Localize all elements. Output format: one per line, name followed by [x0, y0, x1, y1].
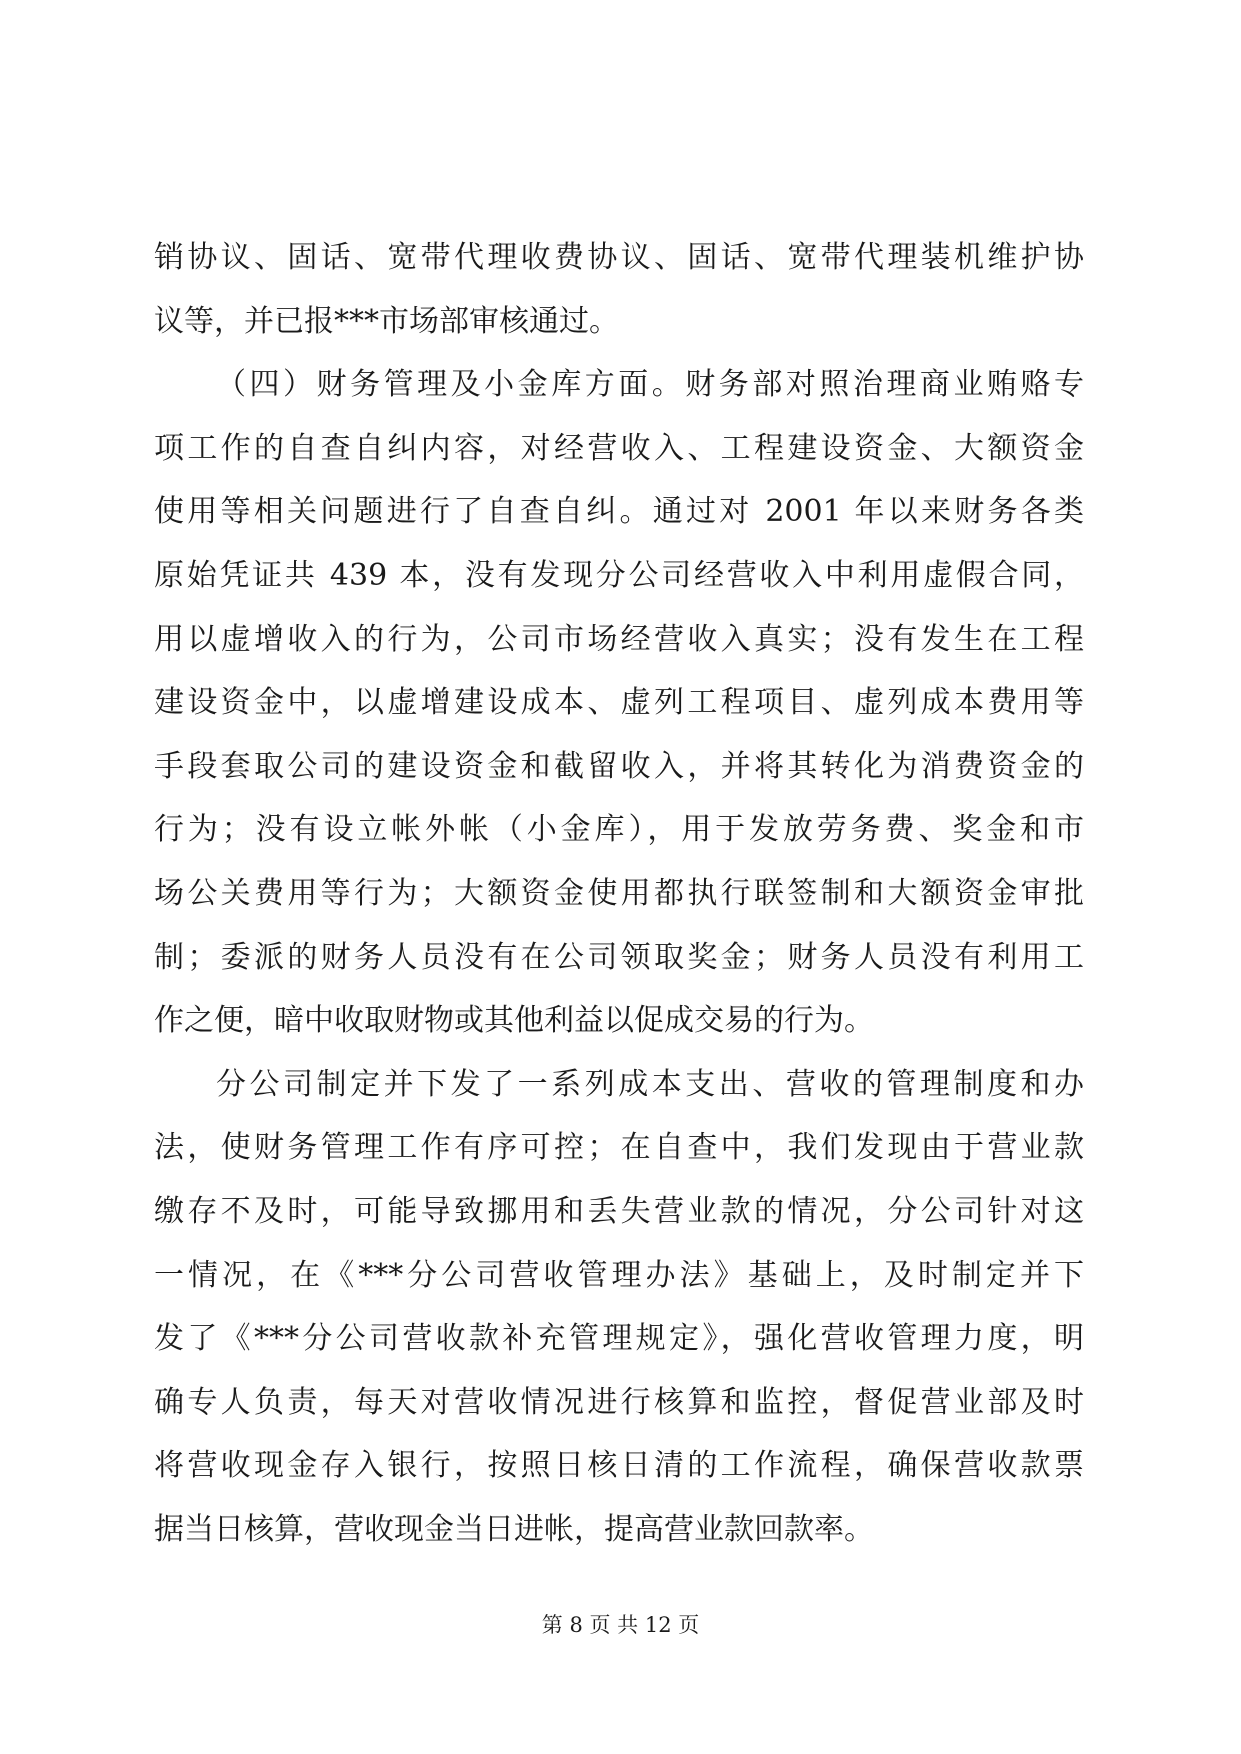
text-line: 用以虚增收入的行为，公司市场经营收入真实；没有发生在工程	[154, 621, 1084, 657]
text-line: 据当日核算，营收现金当日进帐，提高营业款回款率。	[154, 1511, 874, 1547]
text-line: 确专人负责，每天对营收情况进行核算和监控，督促营业部及时	[154, 1384, 1084, 1420]
text-line: 项工作的自查自纠内容，对经营收入、工程建设资金、大额资金	[154, 430, 1084, 466]
text-line: 行为；没有设立帐外帐（小金库），用于发放劳务费、奖金和市	[154, 812, 1084, 848]
paragraph-start-line: 分公司制定并下发了一系列成本支出、营收的管理制度和办	[216, 1066, 1084, 1102]
text-line: 制；委派的财务人员没有在公司领取奖金；财务人员没有利用工	[154, 939, 1084, 975]
text-line: 法，使财务管理工作有序可控；在自查中，我们发现由于营业款	[154, 1130, 1084, 1166]
text-line: 缴存不及时，可能导致挪用和丢失营业款的情况，分公司针对这	[154, 1193, 1084, 1229]
paragraph-start-line: （四）财务管理及小金库方面。财务部对照治理商业贿赂专	[216, 367, 1084, 403]
text-line: 将营收现金存入银行，按照日核日清的工作流程，确保营收款票	[154, 1448, 1084, 1484]
text-line: 使用等相关问题进行了自查自纠。通过对 2001 年以来财务各类	[154, 494, 1084, 530]
page-number-footer: 第 8 页 共 12 页	[541, 1613, 700, 1637]
text-line: 发了《***分公司营收款补充管理规定》，强化营收管理力度，明	[154, 1321, 1084, 1357]
document-body	[154, 226, 1084, 1561]
text-line: 原始凭证共 439 本，没有发现分公司经营收入中利用虚假合同，	[154, 557, 1084, 593]
text-line: 建设资金中，以虚增建设成本、虚列工程项目、虚列成本费用等	[154, 685, 1084, 721]
text-line: 场公关费用等行为；大额资金使用都执行联签制和大额资金审批	[154, 875, 1084, 911]
text-line: 一情况，在《***分公司营收管理办法》基础上，及时制定并下	[154, 1257, 1084, 1293]
text-line: 手段套取公司的建设资金和截留收入，并将其转化为消费资金的	[154, 748, 1084, 784]
text-line: 销协议、固话、宽带代理收费协议、固话、宽带代理装机维护协	[154, 240, 1084, 275]
text-line: 作之便，暗中收取财物或其他利益以促成交易的行为。	[154, 1003, 874, 1039]
text-line: 议等，并已报***市场部审核通过。	[154, 303, 619, 339]
